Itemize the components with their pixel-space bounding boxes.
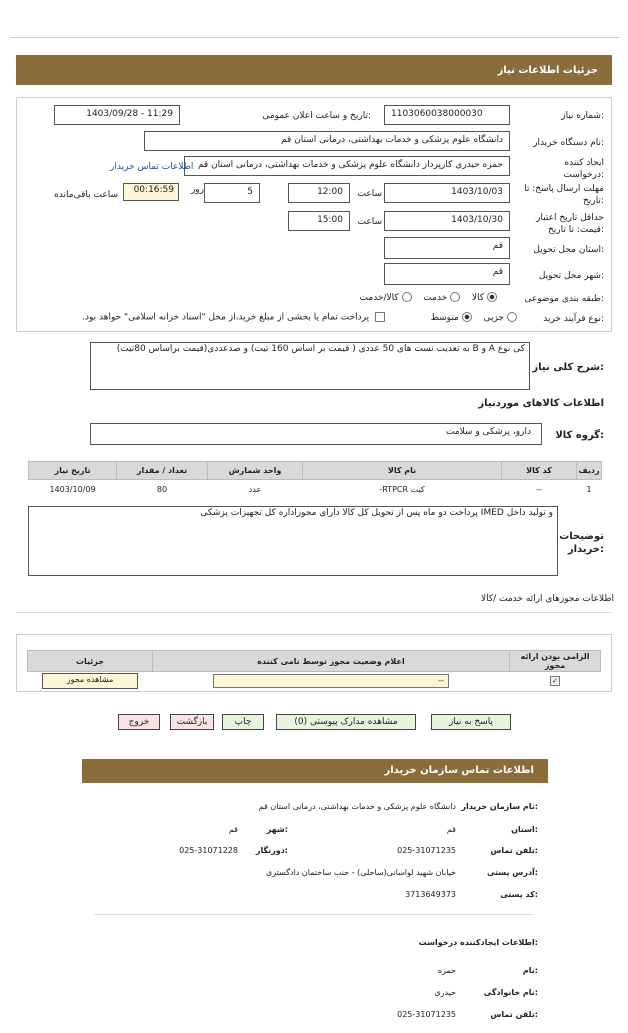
contact-address-value: خیابان شهید لواسانی(ساحلی) - جنب ساختمان دادگستری [266,868,456,877]
announce-label: تاریخ و ساعت اعلان عمومی: [262,111,371,121]
treasury-checkbox[interactable] [375,312,385,322]
validity-date-field: 1403/10/30 [384,211,510,231]
contact-title: اطلاعات تماس سازمان خریدار [384,765,534,776]
creator-label: ایجاد کننده درخواست: [563,158,604,180]
goods-cell-row: 1 [586,485,592,495]
goods-cell-name: کیت RTPCR- [379,485,425,495]
permits-divider [16,612,612,613]
back-button[interactable]: بازگشت [170,714,214,730]
permit-required-checkbox: ✓ [550,676,560,686]
province-field: قم [384,237,510,259]
goods-cell-qty: 80 [156,485,168,495]
remaining-time-field: 00:16:59 [123,183,179,201]
permits-col-required: الزامی بودن ارائه مجوز [510,651,601,672]
city-label: شهر محل تحویل: [538,271,604,281]
contact-province-value: قم [446,825,456,834]
permits-section-title: اطلاعات مجوزهای ارائه خدمت /کالا [480,594,614,604]
buyer-org-field: دانشگاه علوم پزشکی و خدمات بهداشتی، درمانی استان قم [144,131,510,151]
goods-col-unit: واحد شمارش [208,462,303,480]
permits-table [27,650,601,690]
buyer-contact-link[interactable]: اطلاعات تماس خریدار [110,162,194,172]
goods-col-name: نام کالا [303,462,502,480]
process-minor-radio[interactable]: جزیی [483,313,520,323]
buyer-notes-label: توضیحات خریدار: [559,531,604,555]
goods-table [28,461,602,500]
view-docs-button[interactable]: مشاهده مدارک پیوستی (0) [276,714,416,730]
creator-family-value: حیدری [434,988,456,997]
goods-col-qty: تعداد / مقدار [117,462,208,480]
deadline-time-label: ساعت [357,189,382,199]
need-number-label: شماره نیاز: [561,111,604,121]
validity-time-label: ساعت [357,217,382,227]
contact-province-label: استان: [511,825,538,834]
page-header [16,55,612,85]
announce-field: 1403/09/28 - 11:29 [54,105,180,125]
top-divider [10,37,620,38]
goods-cell-code: -- [536,485,542,495]
days-label: روز [190,185,204,195]
process-medium-radio[interactable]: متوسط [431,313,475,323]
permits-col-status: اعلام وضعیت مجوز توسط نامی کننده [153,651,510,672]
summary-field: کی نوع A و B به تعدیت تست های 50 عددی ( قیمت بر اساس 160 تیت) و صدعددی(قیمت براساس 80تیت) [90,342,530,390]
process-label: نوع فرآیند خرید: [543,314,604,324]
exit-button[interactable]: خروج [118,714,160,730]
contact-postal-label: کد پستی: [500,890,538,899]
print-button[interactable]: چاپ [222,714,264,730]
creator-info-title: اطلاعات ایجادکننده درخواست: [418,938,538,947]
contact-phone-label: تلفن تماس: [490,846,538,855]
permit-status-cell [153,672,510,691]
permit-status-field: -- [213,674,449,688]
contact-phone-value: 025-31071235 [397,846,456,855]
contact-city-value: قم [228,825,238,834]
contact-org-label: نام سازمان خریدار: [461,802,538,811]
goods-col-date: تاریخ نیاز [29,462,117,480]
contact-postal-value: 3713649373 [405,890,456,899]
goods-cell-unit: عدد [248,485,262,495]
summary-label: شرح کلی نیاز: [532,362,604,373]
contact-city-label: شهر: [266,825,288,834]
creator-name-label: نام: [522,966,538,975]
creator-phone-value: 025-31071235 [397,1010,456,1019]
table-row [28,672,601,691]
buyer-org-label: نام دستگاه خریدار: [533,138,604,148]
category-label: طبقه بندی موضوعی: [524,294,604,304]
goods-section-title: اطلاعات کالاهای موردنیاز [478,398,604,409]
view-permit-button[interactable]: مشاهده مجوز [42,673,138,689]
days-field: 5 [204,183,260,203]
permit-required-cell [510,672,601,691]
validity-label: حداقل تاریخ اعتبار قیمت: تا تاریخ: [536,213,604,235]
deadline-label: مهلت ارسال پاسخ: تا تاریخ: [524,184,604,206]
deadline-time-field: 12:00 [288,183,350,203]
goods-group-label: گروه کالا: [555,430,604,441]
goods-group-field: دارو، پزشکی و سلامت [90,423,542,445]
validity-time-field: 15:00 [288,211,350,231]
category-both-radio[interactable]: کالا/خدمت [360,293,415,303]
remaining-label: ساعت باقی‌مانده [54,190,118,200]
city-field: قم [384,263,510,285]
creator-family-label: نام خانوادگی: [483,988,538,997]
process-radio-group [420,312,520,323]
permits-col-details: جزئیات [28,651,153,672]
table-row [29,480,602,500]
contact-header [82,759,548,783]
creator-phone-label: تلفن تماس: [490,1010,538,1019]
permit-details-cell [28,672,153,691]
payment-note [40,312,388,323]
need-number-field: 1103060038000030 [384,105,510,125]
deadline-date-field: 1403/10/03 [384,183,510,203]
creator-field: حمزه حیدری کارپرداز دانشگاه علوم پزشکی و خدمات بهداشتی، درمانی استان قم [184,156,510,176]
contact-address-label: آدرس پستی: [487,868,538,877]
payment-note-text: پرداخت تمام یا بخشی از مبلغ خرید،از محل "اسناد خزانه اسلامی" خواهد بود. [82,312,370,323]
goods-col-row: ردیف [577,462,602,480]
category-radio-group [330,292,500,303]
buyer-notes-field: و تولید داخل IMED پرداخت دو ماه پس از تحویل کل کالا دارای مجوزاداره کل تجهیزات پزشکی [28,506,558,576]
contact-org-value: دانشگاه علوم پزشکی و خدمات بهداشتی، درمانی استان قم [258,802,456,811]
category-goods-radio[interactable]: کالا [472,293,500,303]
reply-button[interactable]: پاسخ به نیاز [431,714,511,730]
contact-fax-label: دورنگار: [255,846,288,855]
province-label: استان محل تحویل: [533,245,604,255]
category-service-radio[interactable]: خدمت [423,293,463,303]
contact-fax-value: 025-31071228 [179,846,238,855]
page-title: جزئیات اطلاعات نیاز [497,65,598,76]
creator-name-value: حمزه [437,966,456,975]
goods-col-code: کد کالا [502,462,577,480]
contact-divider [94,914,534,915]
goods-cell-date: 1403/10/09 [49,485,96,495]
